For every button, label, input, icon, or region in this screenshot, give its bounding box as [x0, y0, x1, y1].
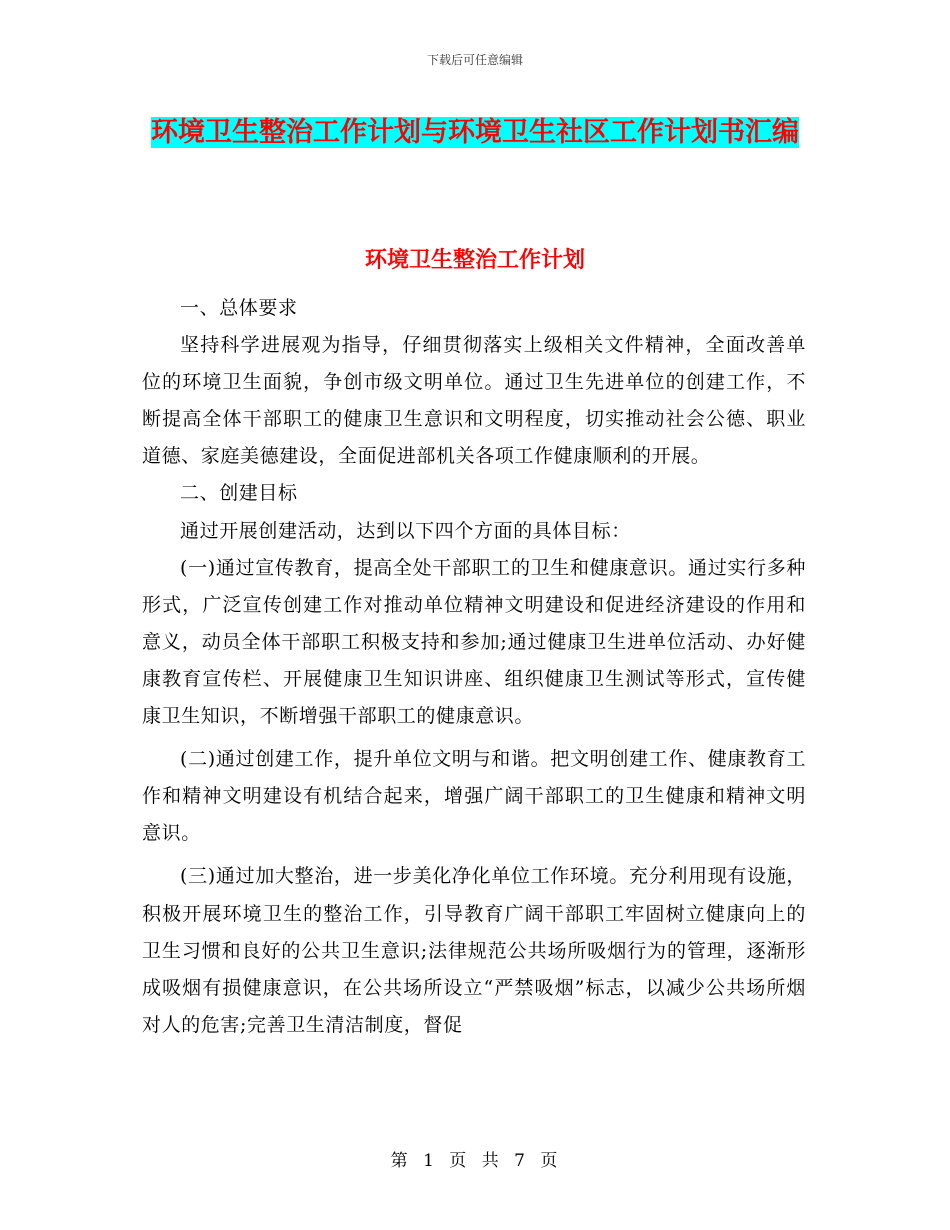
paragraph-goal-3: (三)通过加大整治，进一步美化净化单位工作环境。充分利用现有设施，积极开展环境卫生的整治工作，引导教育广阔干部职工牢固树立健康向上的卫生习惯和良好的公共卫生意识;法律规范公共场所吸烟行为的管理，逐渐形成吸烟有损健康意识，在公共场所设立“严禁吸烟”标志，以减少公共场所烟对人的危害;完善卫生清洁制度，督促: [142, 865, 806, 1036]
paragraph-goals-intro: 通过开展创建活动，达到以下四个方面的具体目标：: [180, 519, 631, 542]
paragraph-general-requirements: 坚持科学进展观为指导，仔细贯彻落实上级相关文件精神，全面改善单位的环境卫生面貌，争创市级文明单位。通过卫生先进单位的创建工作，不断提高全体干部职工的健康卫生意识和文明程度，切实推动社会公德、职业道德、家庭美德建设，全面促进部机关各项工作健康顺利的开展。: [142, 334, 806, 468]
document-body: [142, 290, 806, 1044]
section-title: 环境卫生整治工作计划: [364, 247, 585, 273]
document-title-text: 环境卫生整治工作计划与环境卫生社区工作计划书汇编: [151, 117, 799, 148]
document-title: [140, 108, 810, 158]
page-number: 第 1 页 共 7 页: [390, 1151, 560, 1171]
heading-goals: 二、创建目标: [180, 482, 298, 505]
paragraph-goal-2: (二)通过创建工作，提升单位文明与和谐。把文明创建工作、健康教育工作和精神文明建设有机结合起来，增强广阔干部职工的卫生健康和精神文明意识。: [142, 748, 806, 845]
heading-general-requirements: 一、总体要求: [180, 297, 298, 319]
page-header-note: 下载后可任意编辑: [426, 53, 523, 67]
paragraph-goal-1: (一)通过宣传教育，提高全处干部职工的卫生和健康意识。通过实行多种形式，广泛宣传创建工作对推动单位精神文明建设和促进经济建设的作用和意义，动员全体干部职工积极支持和参加;通过健康卫生进单位活动、办好健康教育宣传栏、开展健康卫生知识讲座、组织健康卫生测试等形式，宣传健康卫生知识，不断增强干部职工的健康意识。: [142, 556, 806, 728]
